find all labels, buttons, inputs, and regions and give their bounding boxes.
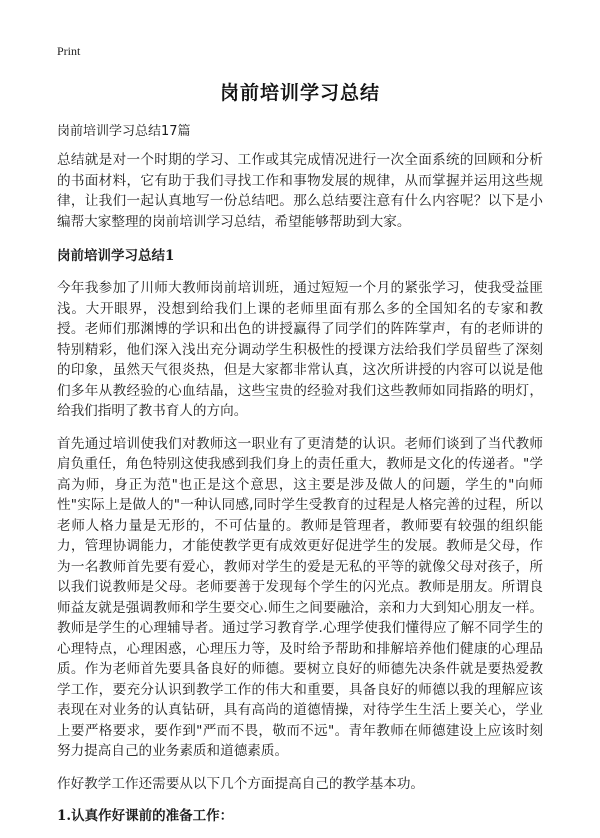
- print-link[interactable]: Print: [57, 44, 81, 58]
- body-paragraph: 作好教学工作还需要从以下几个方面提高自己的教学基本功。: [57, 775, 425, 792]
- document-subtitle: 岗前培训学习总结17篇: [57, 124, 191, 139]
- subsection-heading: 1.认真作好课前的准备工作：: [57, 808, 234, 824]
- intro-paragraph: 总结就是对一个时期的学习、工作或其完成情况进行一次全面系统的回顾和分析的书面材料，它有助于我们寻找工作和事物发展的规律，从而掌握并运用这些规律，让我们一起认真地写一份总结吧。那么总结要注意有什么内容呢？以下是小编帮大家整理的岗前培训学习总结，希望能够帮助到大家。: [57, 152, 543, 230]
- section-heading: 岗前培训学习总结1: [57, 248, 175, 264]
- body-paragraph: 今年我参加了川师大教师岗前培训班，通过短短一个月的紧张学习，使我受益匪浅。大开眼界，没想到给我们上课的老师里面有那么多的全国知名的专家和教授。老师们那渊博的学识和出色的讲授赢得了同学们的阵阵掌声，有的老师讲的特别精彩，他们深入浅出充分调动学生积极性的授课方法给我们学员留些了深刻的印象，虽然天气很炎热，但是大家都非常认真，这次所讲授的内容可以说是他们多年从教经验的心血结晶，这些宝贵的经验对我们这些教师如同指路的明灯，给我们指明了教书育人的方向。: [57, 280, 543, 419]
- document-body: [57, 150, 543, 838]
- document-title: 岗前培训学习总结: [219, 82, 380, 104]
- body-paragraph: 首先通过培训使我们对教师这一职业有了更清楚的认识。老师们谈到了当代教师肩负重任，角色特别这使我感到我们身上的责任重大，教师是文化的传递者。"学高为师，身正为范"也正是这个意思，这主要是涉及做人的问题，学生的"向师性"实际上是做人的"一种认同感,同时学生受教育的过程是人格完善的过程，所以老师人格力量是无形的，不可估量的。教师是管理者，教师要有较强的组织能力，管理协调能力，才能使教学更有成效更好促进学生的发展。教师是父母，作为一名教师首先要有爱心，教师对学生的爱是无私的平等的就像父母对孩子，所以我们说教师是父母。老师要善于发现每个学生的闪光点。教师是朋友。所谓良师益友就是强调教师和学生要交心.师生之间要融洽，亲和力大到知心朋友一样。教师是学生的心理辅导者。通过学习教育学.心理学使我们懂得应了解不同学生的心理特点，心理困惑，心理压力等，及时给予帮助和排解培养他们健康的心理品质。作为老师首先要具备良好的师德。要树立良好的师德先决条件就是要热爱教学工作，要充分认识到教学工作的伟大和重要，具备良好的师德以我的理解应该表现在对业务的认真钻研，具有高尚的道德情操，对待学生生活上要关心，学业上要严格要求，要作到"严而不畏，敬而不远"。青年教师在师德建设上应该时刻努力提高自己的业务素质和道德素质。: [57, 435, 543, 759]
